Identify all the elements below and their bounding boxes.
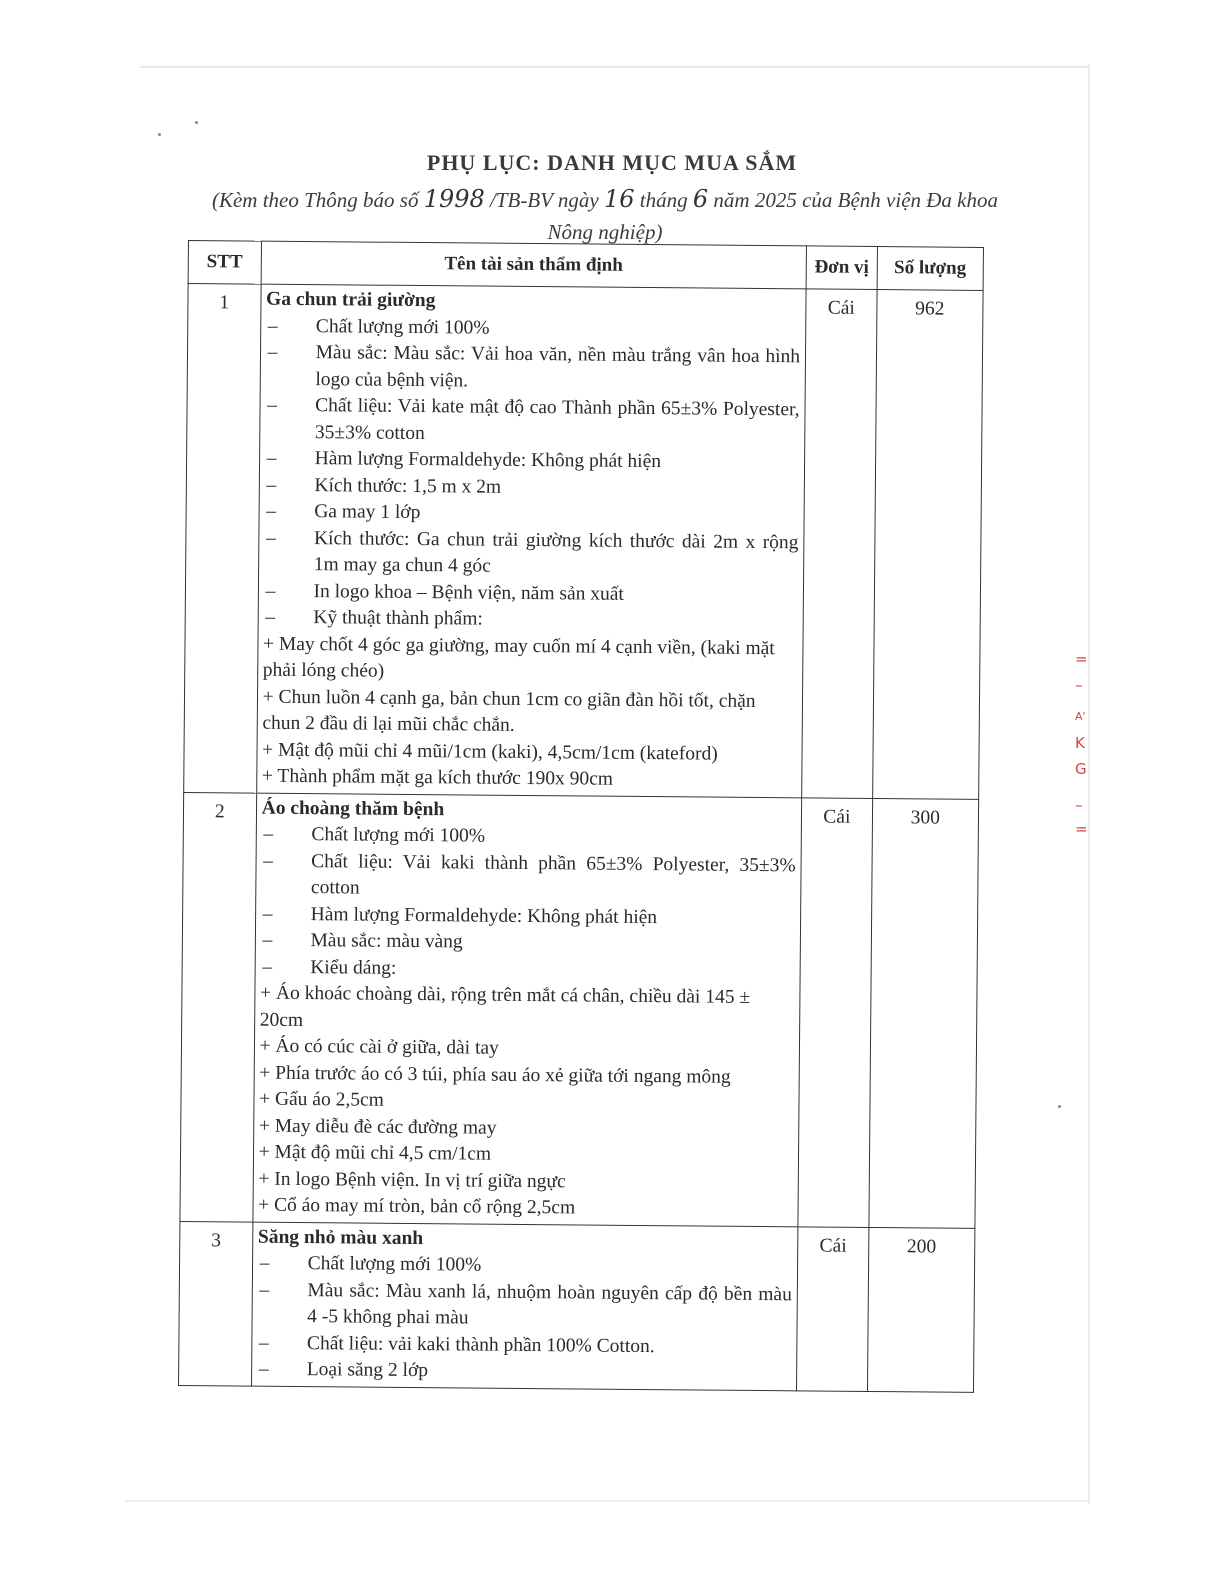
cell-unit: Cái (802, 289, 877, 798)
subtitle-text: (Kèm theo Thông báo số (211, 188, 424, 212)
item-name: Ga chun trải giường (266, 288, 436, 312)
cell-quantity: 200 (867, 1227, 975, 1392)
cell-description (253, 793, 802, 1227)
table-row (184, 284, 983, 799)
scan-margin-mark: = (1075, 650, 1088, 668)
item-name: Áo choàng thăm bệnh (261, 797, 445, 820)
scan-speck (195, 121, 198, 124)
technique-line: + Áo có cúc cài ở giữa, dài tay (259, 1035, 499, 1059)
scan-margin-mark: = (1075, 820, 1088, 838)
cell-description (251, 1222, 798, 1391)
cell-quantity: 962 (872, 290, 983, 799)
technique-line: + May chốt 4 góc ga giường, may cuốn mí 4 cạnh viền, (kaki mặt phải lóng chéo) (262, 633, 775, 682)
dash-bullet-icon: – (267, 315, 278, 337)
technique-line: + Cổ áo may mí tròn, bản cổ rộng 2,5cm (258, 1194, 576, 1219)
spec-line (257, 1357, 792, 1388)
header-qty: Số lượng (877, 247, 984, 291)
technique-line: + May diễu đè các đường may (258, 1115, 497, 1139)
dash-bullet-icon: – (265, 527, 276, 549)
scan-margin-mark: G (1075, 760, 1087, 778)
handwritten-number: 1998 (423, 185, 485, 213)
technique-line: + In logo Bệnh viện. In vị trí giữa ngực (258, 1168, 566, 1192)
scan-margin-mark: – (1075, 796, 1083, 814)
subtitle-text: năm 2025 của Bệnh viện Đa khoa Nông nghiệp) (547, 188, 999, 244)
document-title: PHỤ LỤC: DANH MỤC MUA SẮM (426, 150, 798, 175)
spec-text: Màu sắc: màu vàng (310, 930, 463, 953)
cell-stt: 1 (184, 284, 261, 793)
spec-text: Hàm lượng Formaldehyde: Không phát hiện (310, 903, 658, 928)
dash-bullet-icon: – (258, 1358, 269, 1380)
spec-text: Màu sắc: Màu sắc: Vải hoa văn, nền màu trắng vân hoa hình logo của bệnh viện. (315, 342, 801, 391)
dash-bullet-icon: – (267, 394, 278, 416)
cell-description (256, 284, 806, 797)
technique-line: + Mật độ mũi chỉ 4 mũi/1cm (kaki), 4,5cm/1cm (kateford) (262, 739, 718, 765)
spec-text: In logo khoa – Bệnh viện, năm sản xuất (313, 580, 624, 605)
technique-line: + Phía trước áo có 3 túi, phía sau áo xẻ giữa tới ngang mông (259, 1062, 731, 1088)
spec-text: Hàm lượng Formaldehyde: Không phát hiện (314, 448, 662, 473)
dash-bullet-icon: – (266, 500, 277, 522)
spec-text: Chất liệu: Vải kaki thành phần 65±3% Polyester, 35±3% cotton (310, 850, 796, 899)
dash-bullet-icon: – (265, 580, 276, 602)
scan-margin-mark: K (1075, 734, 1085, 752)
scan-margin-mark: A' (1075, 710, 1086, 723)
spec-text: Loại săng 2 lớp (306, 1359, 429, 1382)
spec-text: Kỹ thuật thành phẩm: (313, 607, 483, 630)
table-header-row (188, 241, 983, 291)
spec-text: Kích thước: Ga chun trải giường kích thước dài 2m x rộng 1m may ga chun 4 góc (313, 527, 799, 577)
spec-text: Chất liệu: vải kaki thành phần 100% Cotton. (306, 1332, 655, 1357)
subtitle-text: /TB-BV ngày (484, 188, 604, 212)
technique-line: + Thành phẩm mặt ga kích thước 190x 90cm (261, 765, 614, 790)
cell-stt: 2 (180, 792, 256, 1222)
dash-bullet-icon: – (262, 903, 273, 925)
scan-edge-top (140, 66, 1090, 68)
spec-line (265, 393, 800, 451)
technique-line: + Chun luồn 4 cạnh ga, bản chun 1cm co giãn đàn hồi tốt, chặn chun 2 đầu di lại mũi chắc chắn. (262, 686, 756, 736)
technique-line: + Mật độ mũi chỉ 4,5 cm/1cm (258, 1141, 492, 1165)
spec-text: Màu sắc: Màu xanh lá, nhuộm hoàn nguyên cấp độ bền màu 4 -5 không phai màu (307, 1279, 792, 1329)
dash-bullet-icon: – (262, 929, 273, 951)
spec-text: Chất lượng mới 100% (311, 824, 486, 847)
dash-bullet-icon: – (262, 956, 273, 978)
dash-bullet-icon: – (258, 1332, 269, 1354)
technique-line: + Gấu áo 2,5cm (259, 1088, 384, 1111)
table-row (179, 1221, 975, 1392)
spec-line (264, 525, 799, 583)
procurement-table (178, 240, 984, 1392)
subtitle-text: tháng (634, 188, 693, 212)
handwritten-day: 16 (603, 185, 635, 213)
dash-bullet-icon: – (259, 1252, 270, 1274)
spec-text: Ga may 1 lớp (314, 501, 421, 524)
spec-text: Kiểu dáng: (310, 956, 397, 979)
dash-bullet-icon: – (265, 606, 276, 628)
item-name: Săng nhỏ màu xanh (257, 1226, 424, 1249)
scan-speck (1058, 1105, 1061, 1108)
cell-quantity: 300 (869, 798, 979, 1228)
cell-unit: Cái (797, 1226, 869, 1391)
spec-line (261, 848, 796, 906)
dash-bullet-icon: – (267, 341, 278, 363)
spec-line (257, 1277, 792, 1335)
scan-edge-bottom (125, 1500, 1090, 1502)
dash-bullet-icon: – (259, 1279, 270, 1301)
header-unit: Đơn vị (806, 246, 877, 290)
scan-speck (158, 133, 161, 136)
spec-text: Chất liệu: Vải kate mật độ cao Thành phần 65±3% Polyester, 35±3% cotton (314, 395, 800, 444)
technique-line: + Áo khoác choàng dài, rộng trên mắt cá chân, chiều dài 145 ± 20cm (259, 982, 751, 1031)
spec-line (263, 605, 798, 636)
table-row (180, 792, 979, 1228)
table-body (179, 284, 984, 1392)
document-subtitle (205, 183, 1005, 248)
spec-text: Kích thước: 1,5 m x 2m (314, 474, 502, 498)
handwritten-month: 6 (692, 185, 709, 213)
scan-edge-right (1088, 64, 1090, 1504)
spec-text: Chất lượng mới 100% (315, 315, 490, 339)
header-name: Tên tài sản thẩm định (261, 241, 807, 289)
dash-bullet-icon: – (263, 850, 274, 872)
dash-bullet-icon: – (266, 474, 277, 496)
cell-unit: Cái (798, 797, 872, 1227)
cell-stt: 3 (179, 1221, 253, 1386)
spec-text: Chất lượng mới 100% (307, 1253, 482, 1276)
spec-line (265, 340, 800, 398)
scan-margin-mark: – (1075, 676, 1083, 694)
header-stt: STT (188, 241, 261, 285)
dash-bullet-icon: – (266, 447, 277, 469)
dash-bullet-icon: – (263, 823, 274, 845)
